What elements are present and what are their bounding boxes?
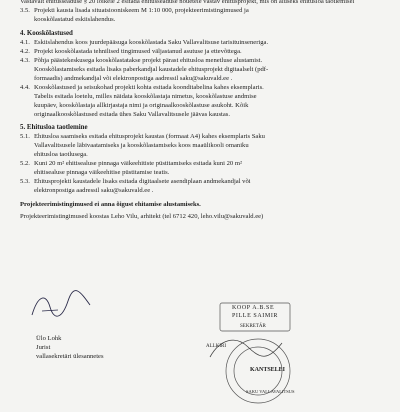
stamp-line-5: KANTSELEI [250,367,286,373]
item-4-4: 4.4. Kooskõlastused ja seisukohad projekti kohta esitada koonditabelina kahes eksemplaris. [20,84,264,91]
top-line-1: Vastavalt ehitusseaduse § 20 lõikele 2 esitada ehitusseaduse nõuetele vastav ehitusprojekt, mis on aluseks ehitusloa taotlemisel [20,0,355,5]
stamp-line-6: SAKU VALLAVALITSUS [246,389,295,394]
signer-title-2: vallasekretäri ülesannetes [36,353,104,360]
item-5-3-cont1: elektronpostiga aadressil saku@sakuvald.ee . [34,187,154,194]
item-4-4-cont3: originaalkooskõlastused esitada ühes Saku Vallavalitsusele jäävas kaustas. [34,111,230,118]
signer-title-1: Jurist [36,344,51,351]
item-5-2: 5.2. Kuni 20 m² ehitisealuse pinnaga väikeehitiste püstitamiseks esitada kuni 20 m² [20,160,242,167]
item-5-3: 5.3. Ehitusprojekti kaustadele lisaks esitada digitaalsete asendiplaan andmekandjal või [20,178,251,185]
item-5-1-cont2: ehitusloa taotlusega. [34,151,88,158]
notice-text: Projekteerimistingimused ei anna õigust ehitamise alustamiseks. [20,201,201,208]
stamp-line-1: KOOP A.B.SE [232,305,275,311]
item-4-3-cont1: Kooskõlastamiseks esitada lisaks paberkandjal kaustadele ehitusprojekt digitaalselt (pdf- [34,66,269,73]
item-5-2-cont1: ehitisealuse pinnaga väikeehitise püstitamise teatis. [34,169,170,176]
section-5-heading: 5. Ehitusloa taotlemine [20,124,88,131]
item-4-4-cont2: kuupäev, kooskõlastaja allkirjastaja nimi ja originaalkooskõlastuse asukoht. Kõik [34,102,249,109]
section-4-heading: 4. Kooskõlastused [20,30,73,37]
item-5-1: 5.1. Ehitusloa saamiseks esitada ehitusprojekt kaustas (formaat A4) kahes eksemplaris Saku [20,133,265,140]
stamp-line-3: SEKRETÄR [240,324,266,329]
item-3-5-cont: kooskõlastatud eskiislahendus. [34,16,116,23]
stamp-line-2: PILLE SAIMIR [232,313,279,319]
item-4-1: 4.1. Eskiislahendus koos juurdepääsuga kooskõlastada Saku Vallavalitsuse tarisituinseneriga. [20,39,269,46]
item-5-1-cont1: Vallavalitsusele läbivaatamiseks ja kooskõlastamiseks koos maaülikooli omaniku [34,142,249,149]
stamp-line-4: ALLKIRI [206,344,226,349]
signer-name: Ülo Lohk [36,335,62,342]
item-4-3: 4.3. Põhja päästekeskusega kooskõlastatakse projekt pärast ehitusloa menetluse alustamist. [20,57,263,64]
item-3-5: 3.5. Projekti kausta lisada situatsiooniskeem M 1:10 000, projekteerimistingimused ja [20,7,249,14]
author-line: Projekteerimistingimused koostas Leho Vilu, arhitekt (tel 6712 420, leho.vilu@sakuvald.ee) [20,213,264,220]
signature-mark [28,285,98,325]
item-4-3-cont2: formaadis) andmekandjal või elektronpostiga aadressil saku@sakuvald.ee . [34,75,233,82]
item-4-4-cont1: Tabelis esitada loetelu, milles näidata kooskõlastaja nimetus, kooskõlastuse andmise [34,93,257,100]
item-4-2: 4.2. Projekt kooskõlastada tehnilised tingimused väljastanud asutuse ja ettevõttega. [20,48,242,55]
